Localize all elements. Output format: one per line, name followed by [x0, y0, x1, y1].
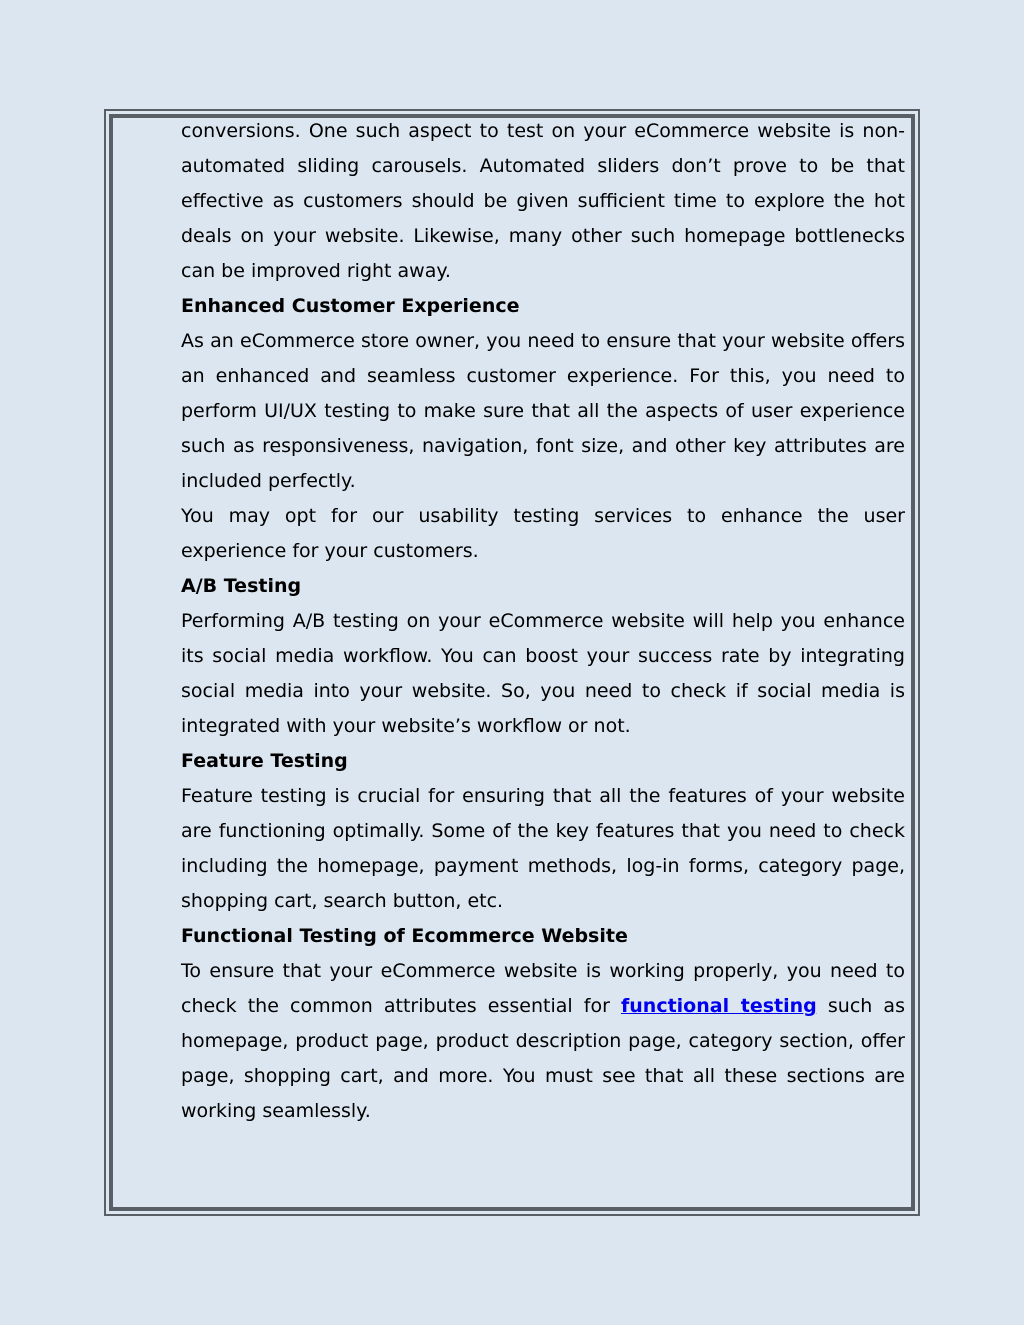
functional-testing-link[interactable]: functional testing — [621, 995, 817, 1017]
paragraph-ab-testing: Performing A/B testing on your eCommerce website will help you enhance its social media workflow. You can boost your success rate by integrating social media into your website. So, you need to check if social media is integrated with your website’s workflow or not. — [181, 610, 905, 737]
functional-text-before: To ensure that your eCommerce website is working properly, you need to check the common attributes essential for — [181, 960, 905, 1017]
heading-feature-testing: Feature Testing — [181, 750, 348, 772]
heading-enhanced-customer-experience: Enhanced Customer Experience — [181, 295, 520, 317]
paragraph-intro: conversions. One such aspect to test on your eCommerce website is non-automated sliding carousels. Automated sliders don’t prove to be that effective as customers should be given sufficient time to explore the hot deals on your website. Likewise, many other such homepage bottlenecks can be improved right away. — [181, 120, 905, 282]
paragraph-feature-testing: Feature testing is crucial for ensuring that all the features of your website are functioning optimally. Some of the key features that you need to check including the homepage, payment methods, log-in forms, category page, shopping cart, search button, etc. — [181, 785, 905, 912]
paragraph-customer-experience: As an eCommerce store owner, you need to ensure that your website offers an enhanced and seamless customer experience. For this, you need to perform UI/UX testing to make sure that all the aspects of user experience such as responsiveness, navigation, font size, and other key attributes are included perfectly. — [181, 330, 905, 492]
document-body — [181, 114, 905, 1129]
paragraph-functional-testing — [181, 954, 905, 1129]
functional-text-after: such as homepage, product page, product description page, category section, offer page, shopping cart, and more. You must see that all these sections are working seamlessly. — [181, 995, 905, 1122]
heading-functional-testing: Functional Testing of Ecommerce Website — [181, 925, 628, 947]
heading-ab-testing: A/B Testing — [181, 575, 302, 597]
paragraph-usability-services: You may opt for our usability testing services to enhance the user experience for your customers. — [181, 505, 905, 562]
